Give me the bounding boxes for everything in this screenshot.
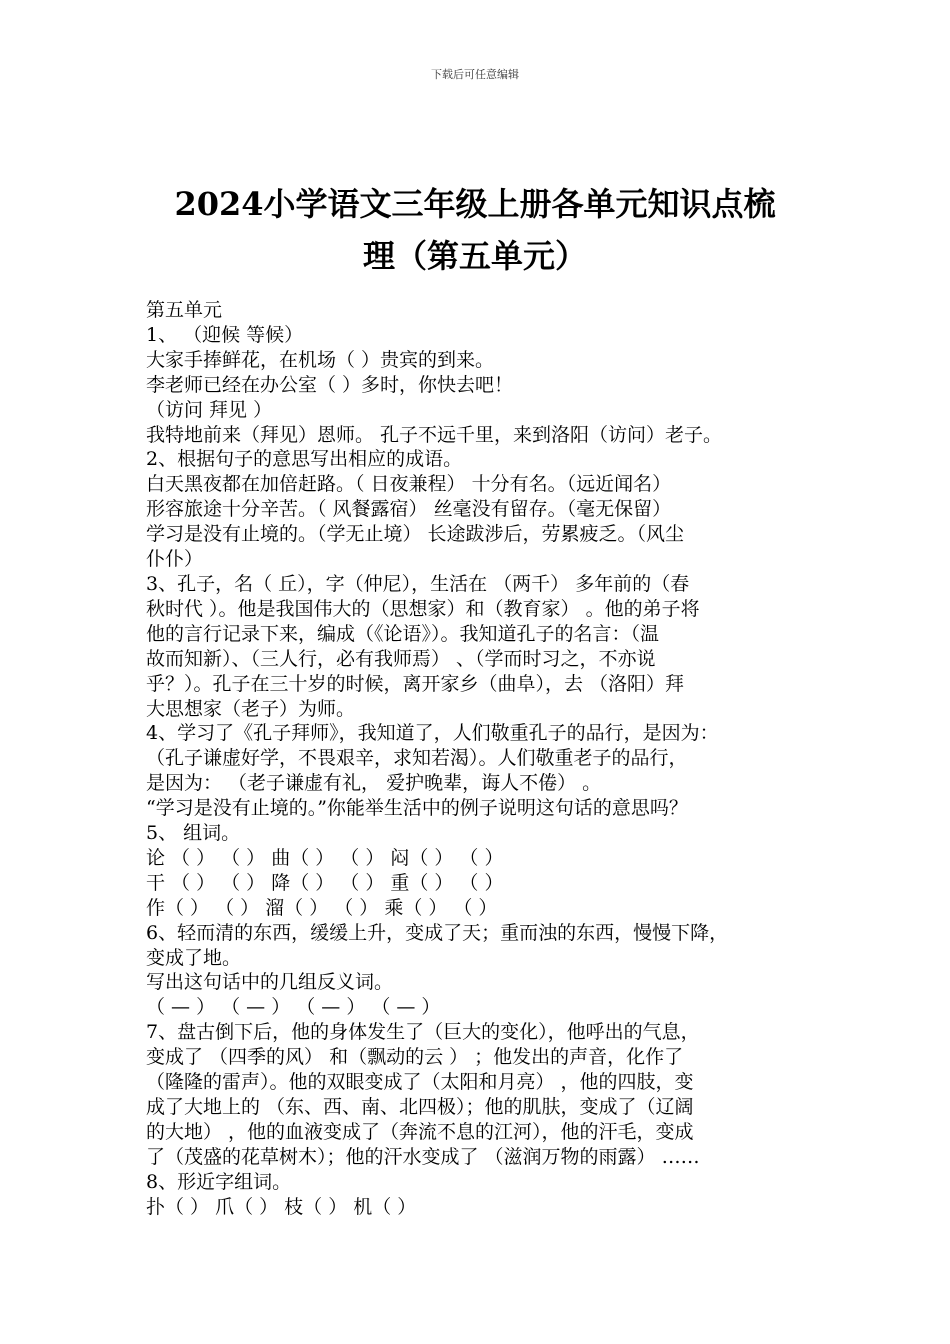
text-line: （ — ） （ — ） （ — ） （ — ） <box>146 996 441 1019</box>
text-line: 1、 （迎候 等候） <box>146 323 304 346</box>
text-line: 仆仆） <box>146 548 204 571</box>
text-line: 乎？）。孔子在三十岁的时候，离开家乡（曲阜），去 （洛阳）拜 <box>146 672 685 695</box>
text-line: 论 （ ） （ ） 曲（ ） （ ） 闷（ ） （ ） <box>146 846 504 869</box>
text-line: 变成了地。 <box>146 946 242 969</box>
text-line: 2、根据句子的意思写出相应的成语。 <box>146 448 463 471</box>
text-line: 的大地） ，他的血液变成了（奔流不息的江河），他的汗毛，变成 <box>146 1120 694 1143</box>
text-line: 大家手捧鲜花，在机场（ ）贵宾的到来。 <box>146 348 495 371</box>
text-line: 是因为： （老子谦虚有礼， 爱护晚辈，诲人不倦） 。 <box>146 772 602 795</box>
text-line: 我特地前来（拜见）恩师。 孔子不远千里，来到洛阳（访问）老子。 <box>146 423 723 446</box>
title-line-2: 理（第五单元） <box>362 237 587 275</box>
text-line: 5、 组词。 <box>146 822 241 845</box>
text-line: 秋时代 ）。他是我国伟大的（思想家）和（教育家） 。他的弟子将 <box>146 597 700 620</box>
text-line: （孔子谦虚好学，不畏艰辛，求知若渴）。人们敬重老子的品行， <box>146 747 688 770</box>
text-line: 8、形近字组词。 <box>146 1170 292 1193</box>
text-line: 作（ ） （ ） 溜（ ） （ ） 乘（ ） （ ） <box>146 896 498 919</box>
text-line: （隆隆的雷声）。他的双眼变成了（太阳和月亮） ，他的四肢，变 <box>146 1071 694 1094</box>
document-body <box>146 298 826 1220</box>
text-line: 6、轻而清的东西，缓缓上升，变成了天；重而浊的东西，慢慢下降， <box>146 921 729 944</box>
text-line: 了（茂盛的花草树木）；他的汗水变成了 （滋润万物的雨露） …… <box>146 1145 700 1168</box>
text-line: 大思想家（老子）为师。 <box>146 697 356 720</box>
text-line: 他的言行记录下来，编成（《论语》）。我知道孔子的名言：（温 <box>146 622 660 645</box>
text-line: 李老师已经在办公室（ ）多时，你快去吧！ <box>146 373 514 396</box>
header-note: 下载后可任意编辑 <box>431 68 519 81</box>
text-line: 学习是没有止境的。（学无止境） 长途跋涉后，劳累疲乏。（风尘 <box>146 523 685 546</box>
text-line: 7、盘古倒下后，他的身体发生了（巨大的变化），他呼出的气息， <box>146 1021 700 1044</box>
text-line: “学习是没有止境的。”你能举生活中的例子说明这句话的意思吗？ <box>146 797 688 820</box>
text-line: 3、孔子，名（ 丘），字（仲尼），生活在 （两千） 多年前的（春 <box>146 572 690 595</box>
text-line: 白天黑夜都在加倍赶路。（ 日夜兼程） 十分有名。（远近闻名） <box>146 473 672 496</box>
text-line: 干 （ ） （ ） 降（ ） （ ） 重（ ） （ ） <box>146 871 504 894</box>
title-line-1: 2024小学语文三年级上册各单元知识点梳 <box>174 185 776 223</box>
document-title <box>120 178 830 282</box>
section-heading: 第五单元 <box>146 299 223 321</box>
text-line: 成了大地上的 （东、西、南、北四极）；他的肌肤，变成了（辽阔 <box>146 1096 694 1118</box>
text-line: （访问 拜见 ） <box>146 398 273 421</box>
text-line: 扑（ ） 爪（ ） 枝（ ） 机（ ） <box>146 1195 417 1218</box>
text-line: 写出这句话中的几组反义词。 <box>146 971 394 994</box>
text-line: 4、学习了《孔子拜师》，我知道了，人们敬重孔子的品行，是因为： <box>146 722 719 745</box>
text-line: 形容旅途十分辛苦。（ 风餐露宿） 丝毫没有留存。（毫无保留） <box>146 498 672 521</box>
text-line: 故而知新）、（三人行，必有我师焉） 、（学而时习之，不亦说 <box>146 647 656 670</box>
text-line: 变成了 （四季的风） 和（飘动的云 ） ；他发出的声音，化作了 <box>146 1046 684 1069</box>
